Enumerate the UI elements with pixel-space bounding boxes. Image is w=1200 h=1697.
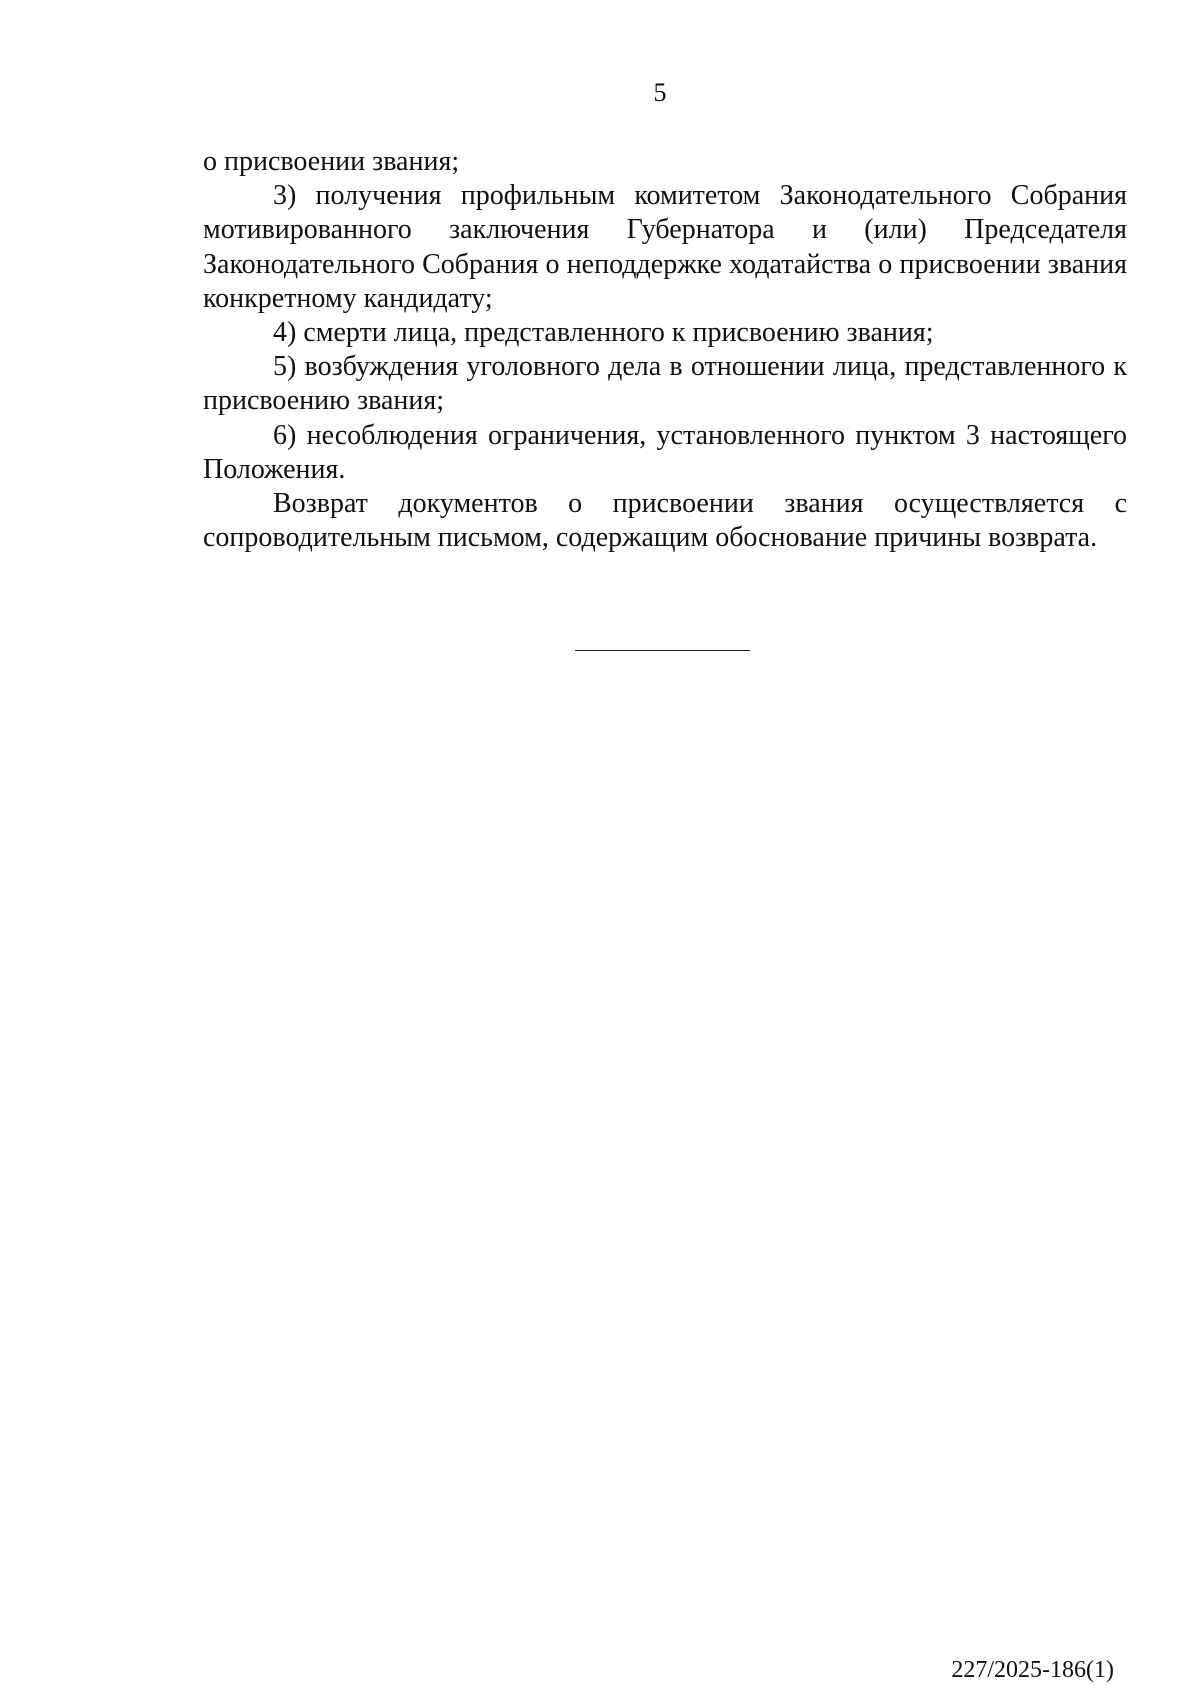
paragraph-continuation: о присвоении звания; bbox=[203, 146, 460, 177]
paragraph-item-3: 3) получения профильным комитетом Законодательного Собрания мотивированного заключения Губернатора и (или) Председателя Законодательного Собрания о неподдержке ходатайства о присвоении звания конкретному кандидату; bbox=[203, 180, 1127, 314]
paragraph-item-5: 5) возбуждения уголовного дела в отношении лица, представленного к присвоению звания; bbox=[203, 351, 1127, 417]
paragraph-item-6: 6) несоблюдения ограничения, установленного пунктом 3 настоящего Положения. bbox=[203, 419, 1127, 485]
end-divider-line bbox=[575, 650, 750, 651]
paragraph-return-documents: Возврат документов о присвоении звания осуществляется с сопроводительным письмом, содержащим обоснование причины возврата. bbox=[203, 488, 1127, 554]
paragraph-item-4: 4) смерти лица, представленного к присвоению звания; bbox=[273, 317, 934, 349]
body-text bbox=[203, 145, 1127, 555]
document-registration-code: 227/2025-186(1) bbox=[951, 1657, 1114, 1683]
page-number: 5 bbox=[653, 78, 667, 107]
